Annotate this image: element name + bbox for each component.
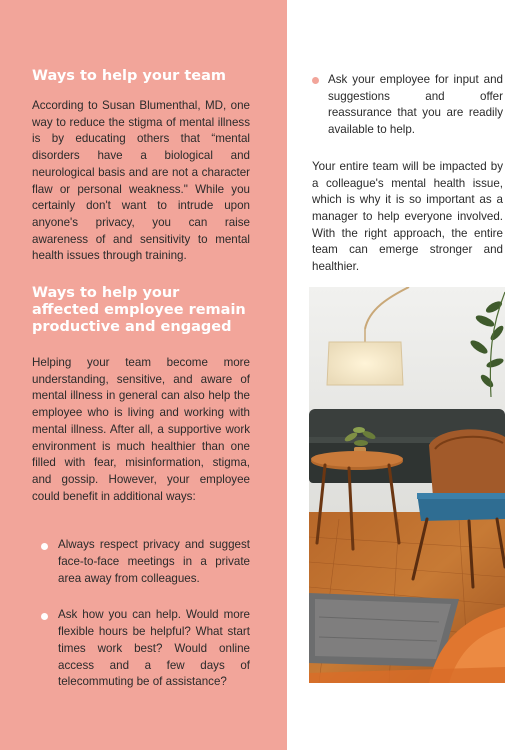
right-column: [312, 72, 503, 276]
paragraph-support: Helping your team become more understanding, sensitive, and aware of mental illness in general can also help the employee who is living and working with mental illness. After all, a supportive work environment is much healthier than one filled with fear, misinformation, stigma, and gossip. However, your employee could benefit in additional ways:: [32, 356, 250, 503]
list-item: [32, 537, 250, 587]
heading-help-team: Ways to help your team: [32, 68, 227, 84]
left-bullet-list: [32, 537, 250, 691]
left-content: [32, 68, 250, 711]
heading-affected-employee: Ways to help your affected employee remain productive and engaged: [32, 285, 246, 336]
bullet-dot-icon: [41, 613, 48, 620]
living-room-photo: [309, 287, 505, 683]
bullet-dot-icon: [41, 543, 48, 550]
list-item: [312, 72, 503, 139]
paragraph-team-impact: Your entire team will be impacted by a colleague's mental health issue, which is why it is so important as a manager to help everyone involved. With the right approach, the entire team can emerge stronger and healthier.: [312, 159, 503, 274]
right-bullet-list: [312, 72, 503, 139]
bullet-text: Always respect privacy and suggest face-to-face meetings in a private area away from colleagues.: [58, 538, 250, 585]
list-item: [32, 607, 250, 691]
bullet-text: Ask how you can help. Would more flexible hours be helpful? What start times work best? Would online access and a few days of telecommuting be of assistance?: [58, 608, 250, 689]
paragraph-stigma: According to Susan Blumenthal, MD, one way to reduce the stigma of mental illness is by educating others that “mental disorders have a biological and neurological basis and are not a character flaw or personal weakness." While you certainly don't want to intrude upon anyone's privacy, you can raise awareness of and sensitivity to mental health issues through training.: [32, 99, 250, 263]
bullet-dot-icon: [312, 77, 319, 84]
bullet-text: Ask your employee for input and suggestions and offer reassurance that you are readily available to help.: [328, 73, 503, 137]
